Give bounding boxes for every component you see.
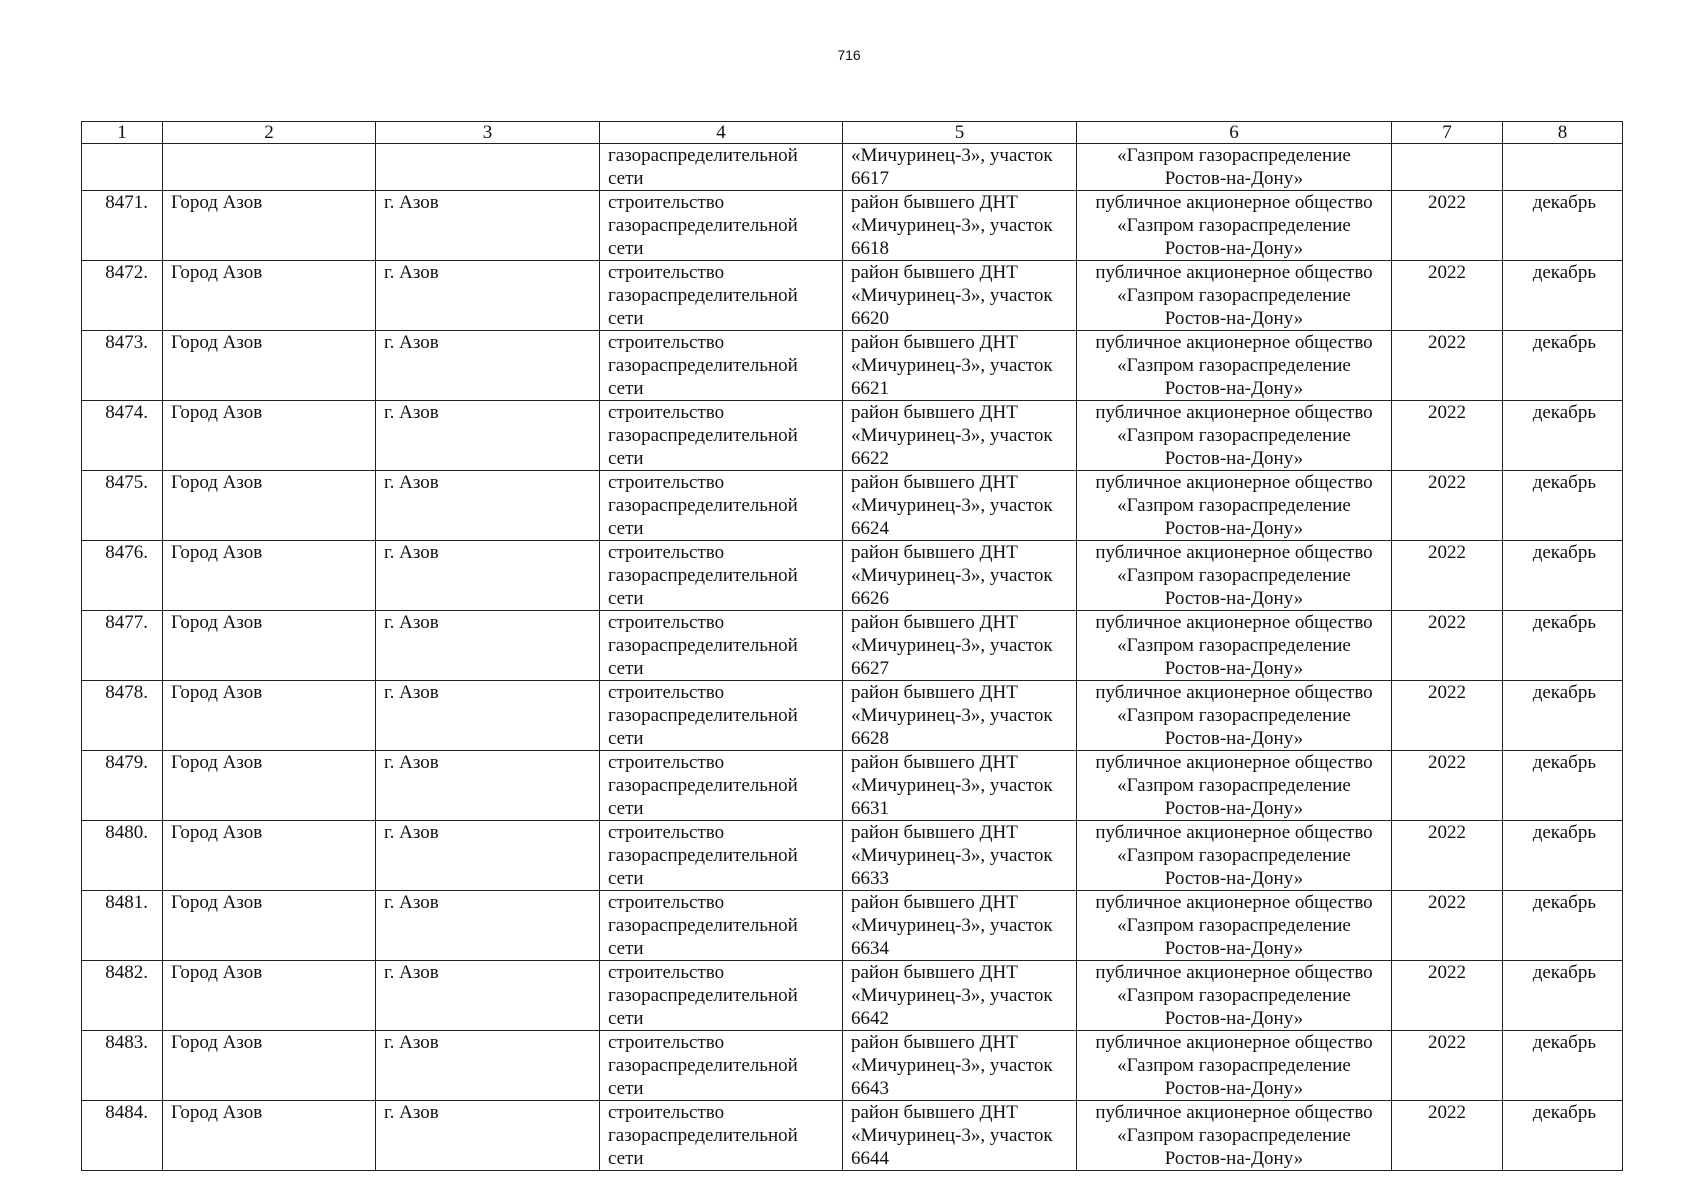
owner-line: публичное акционерное общество <box>1095 612 1373 633</box>
cell-number: 8478. <box>82 681 163 751</box>
owner-line: Ростов-на-Дону» <box>1164 1148 1304 1169</box>
location-line: район бывшего ДНТ <box>851 962 1018 983</box>
cell-object <box>600 1031 843 1101</box>
cell-location <box>843 1101 1077 1171</box>
cell-location <box>843 191 1077 261</box>
cell-month <box>1503 144 1623 191</box>
location-line: 6624 <box>851 518 889 539</box>
cell-number: 8472. <box>82 261 163 331</box>
owner-line: публичное акционерное общество <box>1095 822 1373 843</box>
cell-location <box>843 401 1077 471</box>
cell-location <box>843 331 1077 401</box>
table-header <box>82 122 1623 144</box>
cell-owner <box>1077 261 1392 331</box>
location-line: «Мичуринец-3», участок <box>851 845 1053 866</box>
cell-municipality <box>163 144 376 191</box>
object-line: газораспределительной <box>608 145 798 166</box>
cell-object <box>600 961 843 1031</box>
location-line: 6620 <box>851 308 889 329</box>
location-line: 6644 <box>851 1148 889 1169</box>
location-line: 6622 <box>851 448 889 469</box>
cell-municipality: Город Азов <box>163 681 376 751</box>
table-row <box>82 751 1623 821</box>
cell-month: декабрь <box>1503 261 1623 331</box>
object-line: газораспределительной <box>608 1125 798 1146</box>
cell-object <box>600 331 843 401</box>
owner-line: публичное акционерное общество <box>1095 1032 1373 1053</box>
object-line: строительство <box>608 822 725 843</box>
owner-line: Ростов-на-Дону» <box>1164 658 1304 679</box>
cell-municipality: Город Азов <box>163 401 376 471</box>
location-line: район бывшего ДНТ <box>851 192 1018 213</box>
cell-owner <box>1077 751 1392 821</box>
table-body <box>82 144 1623 1171</box>
location-line: район бывшего ДНТ <box>851 542 1018 563</box>
location-line: 6621 <box>851 378 889 399</box>
cell-year: 2022 <box>1392 681 1503 751</box>
cell-settlement: г. Азов <box>376 821 600 891</box>
owner-line: Ростов-на-Дону» <box>1164 1008 1304 1029</box>
cell-owner <box>1077 681 1392 751</box>
object-line: сети <box>608 378 644 399</box>
location-line: «Мичуринец-3», участок <box>851 1125 1053 1146</box>
cell-month: декабрь <box>1503 961 1623 1031</box>
object-line: сети <box>608 1148 644 1169</box>
cell-year: 2022 <box>1392 821 1503 891</box>
owner-line: «Газпром газораспределение <box>1117 915 1351 936</box>
cell-year: 2022 <box>1392 331 1503 401</box>
cell-number: 8475. <box>82 471 163 541</box>
owner-line: «Газпром газораспределение <box>1117 1055 1351 1076</box>
cell-year: 2022 <box>1392 261 1503 331</box>
owner-line: Ростов-на-Дону» <box>1164 518 1304 539</box>
header-col-2: 2 <box>163 122 376 144</box>
object-line: строительство <box>608 962 725 983</box>
location-line: 6628 <box>851 728 889 749</box>
table-row <box>82 891 1623 961</box>
cell-month: декабрь <box>1503 611 1623 681</box>
cell-owner <box>1077 331 1392 401</box>
cell-object <box>600 611 843 681</box>
cell-object <box>600 751 843 821</box>
object-line: строительство <box>608 1102 725 1123</box>
location-line: район бывшего ДНТ <box>851 892 1018 913</box>
object-line: газораспределительной <box>608 215 798 236</box>
object-line: газораспределительной <box>608 425 798 446</box>
cell-year: 2022 <box>1392 541 1503 611</box>
object-line: газораспределительной <box>608 495 798 516</box>
owner-line: публичное акционерное общество <box>1095 542 1373 563</box>
table-row <box>82 541 1623 611</box>
cell-municipality: Город Азов <box>163 961 376 1031</box>
object-line: сети <box>608 728 644 749</box>
cell-location <box>843 541 1077 611</box>
object-line: строительство <box>608 332 725 353</box>
object-line: строительство <box>608 192 725 213</box>
object-line: строительство <box>608 752 725 773</box>
cell-owner <box>1077 144 1392 191</box>
object-line: сети <box>608 448 644 469</box>
owner-line: «Газпром газораспределение <box>1117 985 1351 1006</box>
object-line: строительство <box>608 542 725 563</box>
cell-municipality: Город Азов <box>163 191 376 261</box>
cell-settlement: г. Азов <box>376 681 600 751</box>
cell-owner <box>1077 541 1392 611</box>
header-col-7: 7 <box>1392 122 1503 144</box>
cell-municipality: Город Азов <box>163 821 376 891</box>
cell-object <box>600 471 843 541</box>
cell-owner <box>1077 1101 1392 1171</box>
object-line: газораспределительной <box>608 775 798 796</box>
cell-location <box>843 961 1077 1031</box>
cell-object <box>600 541 843 611</box>
cell-owner <box>1077 891 1392 961</box>
owner-line: Ростов-на-Дону» <box>1164 798 1304 819</box>
cell-object <box>600 821 843 891</box>
location-line: «Мичуринец-3», участок <box>851 915 1053 936</box>
object-line: строительство <box>608 612 725 633</box>
location-line: 6633 <box>851 868 889 889</box>
location-line: район бывшего ДНТ <box>851 262 1018 283</box>
cell-municipality: Город Азов <box>163 541 376 611</box>
object-line: строительство <box>608 472 725 493</box>
location-line: 6627 <box>851 658 889 679</box>
location-line: 6617 <box>851 168 889 189</box>
owner-line: Ростов-на-Дону» <box>1164 728 1304 749</box>
location-line: «Мичуринец-3», участок <box>851 705 1053 726</box>
owner-line: «Газпром газораспределение <box>1117 775 1351 796</box>
header-col-6: 6 <box>1077 122 1392 144</box>
cell-location <box>843 821 1077 891</box>
owner-line: «Газпром газораспределение <box>1117 425 1351 446</box>
cell-month: декабрь <box>1503 471 1623 541</box>
cell-object <box>600 191 843 261</box>
cell-year <box>1392 144 1503 191</box>
cell-municipality: Город Азов <box>163 471 376 541</box>
table-row <box>82 961 1623 1031</box>
owner-line: Ростов-на-Дону» <box>1164 238 1304 259</box>
table-row <box>82 821 1623 891</box>
table-row <box>82 1031 1623 1101</box>
cell-settlement: г. Азов <box>376 1101 600 1171</box>
cell-settlement: г. Азов <box>376 541 600 611</box>
cell-municipality: Город Азов <box>163 1101 376 1171</box>
table-row <box>82 681 1623 751</box>
cell-municipality: Город Азов <box>163 891 376 961</box>
object-line: строительство <box>608 262 725 283</box>
object-line: газораспределительной <box>608 1055 798 1076</box>
cell-month: декабрь <box>1503 541 1623 611</box>
cell-settlement: г. Азов <box>376 331 600 401</box>
register-table <box>81 121 1623 1171</box>
owner-line: публичное акционерное общество <box>1095 1102 1373 1123</box>
cell-municipality: Город Азов <box>163 1031 376 1101</box>
object-line: строительство <box>608 1032 725 1053</box>
table-row <box>82 611 1623 681</box>
location-line: 6642 <box>851 1008 889 1029</box>
cell-year: 2022 <box>1392 191 1503 261</box>
cell-month: декабрь <box>1503 1101 1623 1171</box>
location-line: 6643 <box>851 1078 889 1099</box>
object-line: строительство <box>608 892 725 913</box>
cell-object <box>600 144 843 191</box>
header-col-4: 4 <box>600 122 843 144</box>
cell-year: 2022 <box>1392 751 1503 821</box>
object-line: газораспределительной <box>608 845 798 866</box>
object-line: сети <box>608 938 644 959</box>
page-number: 716 <box>837 47 861 63</box>
location-line: район бывшего ДНТ <box>851 332 1018 353</box>
object-line: строительство <box>608 402 725 423</box>
cell-object <box>600 401 843 471</box>
cell-number: 8476. <box>82 541 163 611</box>
owner-line: публичное акционерное общество <box>1095 892 1373 913</box>
owner-line: «Газпром газораспределение <box>1117 845 1351 866</box>
owner-line: «Газпром газораспределение <box>1117 285 1351 306</box>
location-line: район бывшего ДНТ <box>851 1032 1018 1053</box>
location-line: район бывшего ДНТ <box>851 752 1018 773</box>
cell-settlement: г. Азов <box>376 191 600 261</box>
location-line: «Мичуринец-3», участок <box>851 565 1053 586</box>
object-line: газораспределительной <box>608 565 798 586</box>
cell-object <box>600 1101 843 1171</box>
cell-settlement <box>376 144 600 191</box>
owner-line: «Газпром газораспределение <box>1117 215 1351 236</box>
location-line: «Мичуринец-3», участок <box>851 635 1053 656</box>
cell-owner <box>1077 191 1392 261</box>
cell-month: декабрь <box>1503 1031 1623 1101</box>
header-row <box>82 122 1623 144</box>
cell-number: 8479. <box>82 751 163 821</box>
cell-number: 8482. <box>82 961 163 1031</box>
location-line: «Мичуринец-3», участок <box>851 985 1053 1006</box>
table-row <box>82 1101 1623 1171</box>
location-line: 6631 <box>851 798 889 819</box>
cell-settlement: г. Азов <box>376 961 600 1031</box>
owner-line: публичное акционерное общество <box>1095 192 1373 213</box>
cell-number <box>82 144 163 191</box>
object-line: газораспределительной <box>608 915 798 936</box>
location-line: «Мичуринец-3», участок <box>851 1055 1053 1076</box>
cell-year: 2022 <box>1392 401 1503 471</box>
location-line: «Мичуринец-3», участок <box>851 495 1053 516</box>
cell-number: 8480. <box>82 821 163 891</box>
owner-line: «Газпром газораспределение <box>1117 635 1351 656</box>
object-line: газораспределительной <box>608 705 798 726</box>
owner-line: Ростов-на-Дону» <box>1164 378 1304 399</box>
location-line: «Мичуринец-3», участок <box>851 145 1053 166</box>
cell-settlement: г. Азов <box>376 261 600 331</box>
cell-owner <box>1077 821 1392 891</box>
cell-settlement: г. Азов <box>376 611 600 681</box>
cell-month: декабрь <box>1503 681 1623 751</box>
cell-location <box>843 681 1077 751</box>
cell-location <box>843 891 1077 961</box>
header-col-1: 1 <box>82 122 163 144</box>
object-line: газораспределительной <box>608 985 798 1006</box>
owner-line: публичное акционерное общество <box>1095 472 1373 493</box>
cell-year: 2022 <box>1392 1031 1503 1101</box>
cell-month: декабрь <box>1503 331 1623 401</box>
owner-line: публичное акционерное общество <box>1095 402 1373 423</box>
cell-year: 2022 <box>1392 891 1503 961</box>
object-line: строительство <box>608 682 725 703</box>
location-line: район бывшего ДНТ <box>851 612 1018 633</box>
cell-settlement: г. Азов <box>376 471 600 541</box>
owner-line: Ростов-на-Дону» <box>1164 448 1304 469</box>
cell-location <box>843 144 1077 191</box>
cell-location <box>843 751 1077 821</box>
cell-year: 2022 <box>1392 1101 1503 1171</box>
cell-year: 2022 <box>1392 471 1503 541</box>
location-line: 6618 <box>851 238 889 259</box>
cell-month: декабрь <box>1503 751 1623 821</box>
cell-location <box>843 1031 1077 1101</box>
owner-line: Ростов-на-Дону» <box>1164 308 1304 329</box>
object-line: газораспределительной <box>608 635 798 656</box>
cell-month: декабрь <box>1503 191 1623 261</box>
location-line: район бывшего ДНТ <box>851 682 1018 703</box>
object-line: сети <box>608 588 644 609</box>
object-line: сети <box>608 798 644 819</box>
owner-line: «Газпром газораспределение <box>1117 145 1351 166</box>
owner-line: публичное акционерное общество <box>1095 262 1373 283</box>
owner-line: публичное акционерное общество <box>1095 332 1373 353</box>
owner-line: «Газпром газораспределение <box>1117 495 1351 516</box>
owner-line: Ростов-на-Дону» <box>1164 168 1304 189</box>
owner-line: «Газпром газораспределение <box>1117 565 1351 586</box>
cell-object <box>600 681 843 751</box>
object-line: сети <box>608 1078 644 1099</box>
cell-municipality: Город Азов <box>163 331 376 401</box>
table-row <box>82 401 1623 471</box>
object-line: сети <box>608 238 644 259</box>
cell-owner <box>1077 471 1392 541</box>
cell-number: 8473. <box>82 331 163 401</box>
owner-line: Ростов-на-Дону» <box>1164 938 1304 959</box>
cell-settlement: г. Азов <box>376 401 600 471</box>
owner-line: Ростов-на-Дону» <box>1164 868 1304 889</box>
object-line: газораспределительной <box>608 285 798 306</box>
object-line: сети <box>608 1008 644 1029</box>
cell-number: 8471. <box>82 191 163 261</box>
cell-number: 8483. <box>82 1031 163 1101</box>
owner-line: Ростов-на-Дону» <box>1164 588 1304 609</box>
object-line: сети <box>608 518 644 539</box>
location-line: район бывшего ДНТ <box>851 1102 1018 1123</box>
location-line: «Мичуринец-3», участок <box>851 425 1053 446</box>
owner-line: публичное акционерное общество <box>1095 682 1373 703</box>
continuation-row <box>82 144 1623 191</box>
owner-line: «Газпром газораспределение <box>1117 355 1351 376</box>
table-row <box>82 191 1623 261</box>
location-line: «Мичуринец-3», участок <box>851 355 1053 376</box>
cell-location <box>843 471 1077 541</box>
owner-line: «Газпром газораспределение <box>1117 1125 1351 1146</box>
table-row <box>82 261 1623 331</box>
cell-year: 2022 <box>1392 961 1503 1031</box>
object-line: газораспределительной <box>608 355 798 376</box>
object-line: сети <box>608 308 644 329</box>
cell-month: декабрь <box>1503 401 1623 471</box>
cell-month: декабрь <box>1503 821 1623 891</box>
object-line: сети <box>608 168 644 189</box>
cell-municipality: Город Азов <box>163 611 376 681</box>
header-col-5: 5 <box>843 122 1077 144</box>
cell-location <box>843 611 1077 681</box>
location-line: 6626 <box>851 588 889 609</box>
location-line: район бывшего ДНТ <box>851 472 1018 493</box>
cell-number: 8477. <box>82 611 163 681</box>
table-row <box>82 331 1623 401</box>
cell-municipality: Город Азов <box>163 261 376 331</box>
table-row <box>82 471 1623 541</box>
owner-line: Ростов-на-Дону» <box>1164 1078 1304 1099</box>
cell-settlement: г. Азов <box>376 1031 600 1101</box>
location-line: «Мичуринец-3», участок <box>851 775 1053 796</box>
cell-owner <box>1077 1031 1392 1101</box>
location-line: район бывшего ДНТ <box>851 822 1018 843</box>
cell-object <box>600 261 843 331</box>
cell-settlement: г. Азов <box>376 891 600 961</box>
location-line: «Мичуринец-3», участок <box>851 285 1053 306</box>
cell-owner <box>1077 961 1392 1031</box>
header-col-8: 8 <box>1503 122 1623 144</box>
cell-municipality: Город Азов <box>163 751 376 821</box>
cell-object <box>600 891 843 961</box>
header-col-3: 3 <box>376 122 600 144</box>
cell-year: 2022 <box>1392 611 1503 681</box>
cell-location <box>843 261 1077 331</box>
owner-line: публичное акционерное общество <box>1095 752 1373 773</box>
cell-month: декабрь <box>1503 891 1623 961</box>
location-line: «Мичуринец-3», участок <box>851 215 1053 236</box>
cell-number: 8484. <box>82 1101 163 1171</box>
location-line: район бывшего ДНТ <box>851 402 1018 423</box>
cell-number: 8474. <box>82 401 163 471</box>
cell-owner <box>1077 611 1392 681</box>
cell-settlement: г. Азов <box>376 751 600 821</box>
cell-owner <box>1077 401 1392 471</box>
owner-line: публичное акционерное общество <box>1095 962 1373 983</box>
object-line: сети <box>608 868 644 889</box>
location-line: 6634 <box>851 938 889 959</box>
object-line: сети <box>608 658 644 679</box>
cell-number: 8481. <box>82 891 163 961</box>
owner-line: «Газпром газораспределение <box>1117 705 1351 726</box>
